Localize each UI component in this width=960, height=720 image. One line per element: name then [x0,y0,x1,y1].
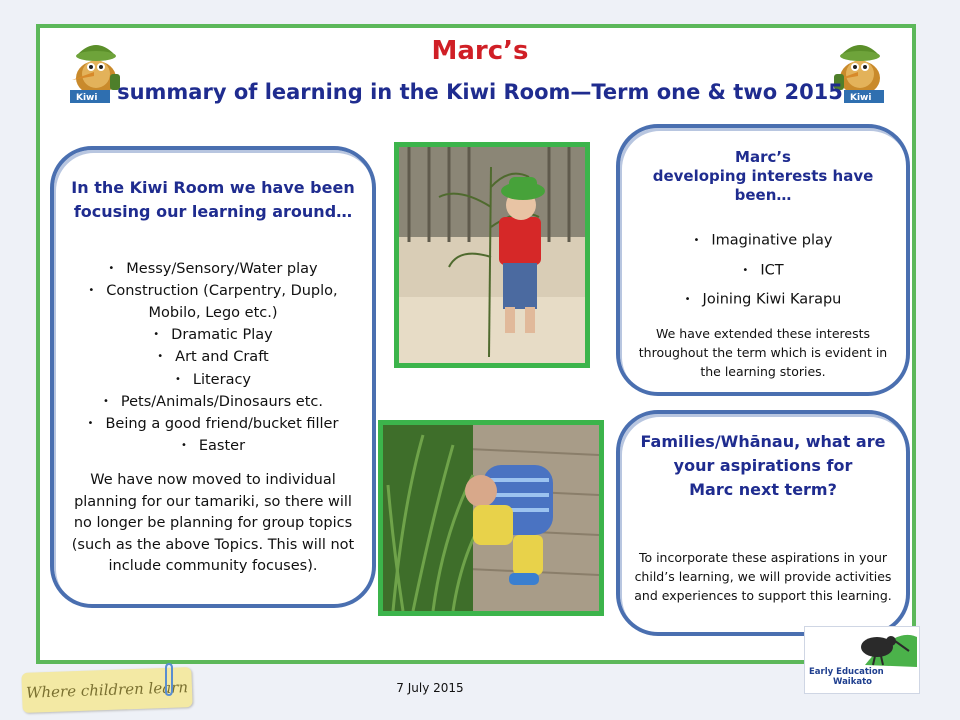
paperclip-icon [162,662,176,698]
list-item: • Messy/Sensory/Water play [60,258,366,280]
page-subtitle: summary of learning in the Kiwi Room—Term one & two 2015 [117,80,843,104]
list-item: • Being a good friend/bucket filler [60,413,366,435]
heading-line: Families/Whānau, what are [640,432,886,451]
list-item: • Literacy [60,369,366,391]
page-title: Marc’s [431,36,529,66]
developing-interests-heading [630,148,896,205]
kiwi-bird-logo-icon [805,627,919,667]
early-education-waikato-logo [804,626,920,694]
logo-text-line2: Waikato [833,677,873,687]
list-item: • Joining Kiwi Karapu [626,285,900,315]
learning-focus-box [50,146,376,608]
aspirations-heading [630,430,896,502]
heading-line: Marc’s [735,148,791,166]
heading-line: focusing our learning around… [73,202,353,221]
footer-date: 7 July 2015 [396,681,464,695]
interests-list [626,226,900,315]
list-item: • Dramatic Play [60,324,366,346]
list-item: • Pets/Animals/Dinosaurs etc. [60,391,366,413]
learning-focus-list [60,258,366,458]
list-item: • Art and Craft [60,346,366,368]
mascot-label-left: Kiwi [76,93,98,103]
logo-text-line1: Early Education [809,667,884,677]
where-children-learn-tag: Where children learn [21,667,192,713]
heading-line: developing interests have [652,167,874,185]
photo-child-with-plant [394,142,590,368]
individual-planning-note: We have now moved to individual planning for our tamariki, so there will no longer be planning for group topics (such as the above Topics. This will not include community focuses). [71,472,355,574]
mascot-label-right: Kiwi [850,93,872,103]
list-item: • Easter [60,435,366,457]
list-item: • Imaginative play [626,226,900,256]
interests-note: We have extended these interests throughout the term which is evident in the learning stories. [638,326,888,379]
list-item: • Construction (Carpentry, Duplo, Mobilo, Lego etc.) [60,280,366,324]
aspirations-note: To incorporate these aspirations in your child’s learning, we will provide activities and experiences to support this learning. [634,550,892,603]
learning-focus-heading [64,176,362,224]
developing-interests-box [616,124,910,396]
heading-line: been… [734,186,792,204]
heading-line: In the Kiwi Room we have been [71,178,355,197]
list-item: • ICT [626,256,900,286]
photo-child-in-garden [378,420,604,616]
heading-line: your aspirations for [673,456,853,475]
aspirations-box [616,410,910,636]
heading-line: Marc next term? [689,480,837,499]
